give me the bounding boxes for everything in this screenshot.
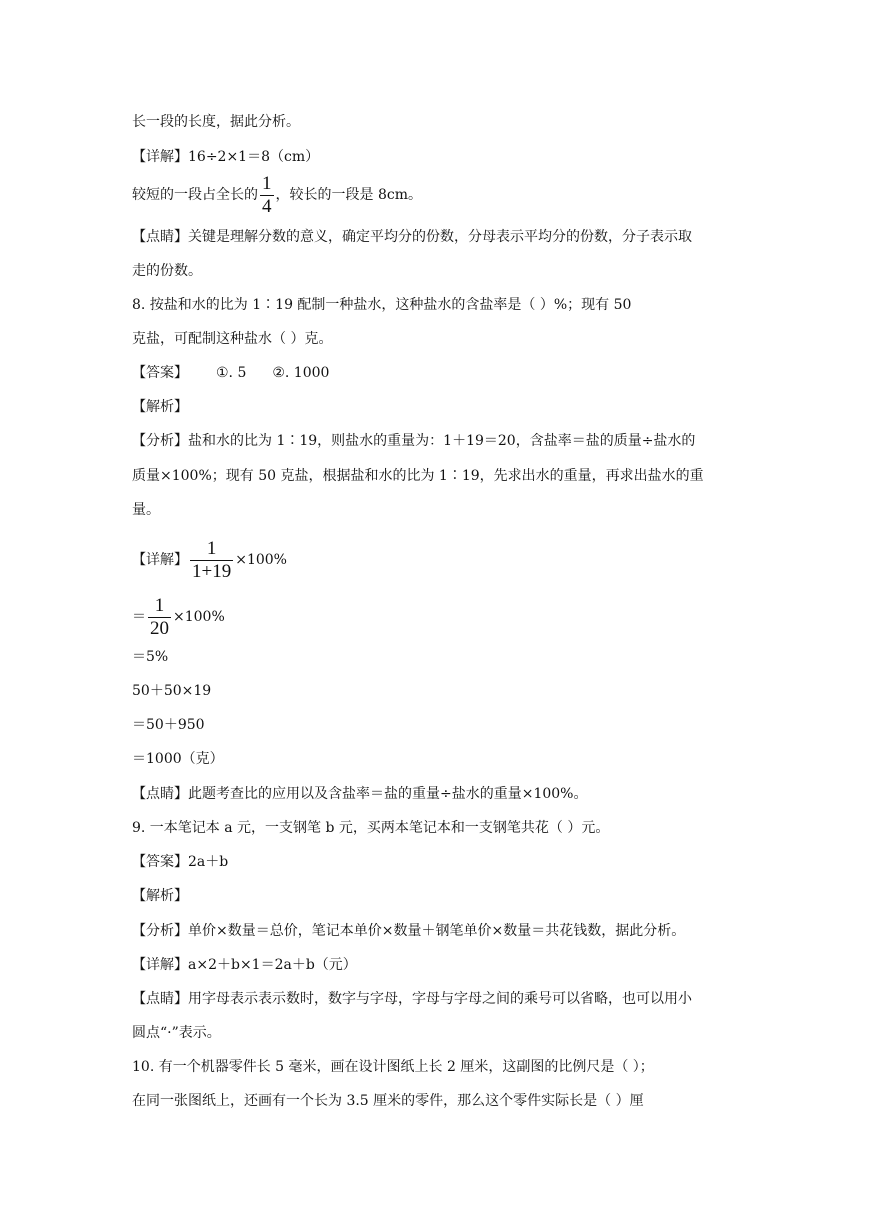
text-segment: ，较长的一段是 8cm。 [275, 187, 422, 203]
text-line: 【点睛】关键是理解分数的意义，确定平均分的份数，分母表示平均分的份数，分子表示取 [132, 229, 692, 245]
text-line: 【点睛】用字母表示表示数时，数字与字母，字母与字母之间的乘号可以省略，也可以用小 [132, 991, 692, 1007]
text-line: 质量×100%；现有 50 克盐，根据盐和水的比为 1∶19，先求出水的重量，再求出盐水的重 [132, 468, 704, 484]
question-8-line-1: 8. 按盐和水的比为 1∶19 配制一种盐水，这种盐水的含盐率是（ ）%；现有 50 [132, 297, 632, 313]
text-line: ＝1000（克） [132, 751, 224, 767]
text-segment: 【详解】 [132, 552, 188, 568]
fraction-denominator: 20 [150, 617, 169, 639]
answer-label: 【答案】 [132, 365, 188, 381]
text-segment: ×100% [173, 609, 225, 625]
text-line: 圆点“·”表示。 [132, 1025, 221, 1041]
question-9-line: 9. 一本笔记本 a 元，一支钢笔 b 元，买两本笔记本和一支钢笔共花（ ）元。 [132, 820, 610, 836]
text-line: 【分析】单价×数量＝总价，笔记本单价×数量＋钢笔单价×数量＝共花钱数，据此分析。 [132, 923, 686, 939]
text-line: 【点睛】此题考查比的应用以及含盐率＝盐的重量÷盐水的重量×100%。 [132, 786, 588, 802]
fraction [260, 173, 274, 218]
text-segment: 较短的一段占全长的 [132, 187, 258, 203]
text-line-with-fraction [132, 592, 225, 642]
text-line: 长一段的长度，据此分析。 [132, 114, 300, 130]
answer-1: ①. 5 [216, 365, 247, 381]
text-line-with-fraction [132, 172, 422, 218]
answer-line [132, 363, 329, 383]
text-line: 【详解】16÷2×1＝8（cm） [132, 149, 320, 165]
text-segment: ＝ [132, 609, 146, 625]
question-10-line-1: 10. 有一个机器零件长 5 毫米，画在设计图纸上长 2 厘米，这副图的比例尺是（ ）； [132, 1059, 654, 1075]
question-10-line-2: 在同一张图纸上，还画有一个长为 3.5 厘米的零件，那么这个零件实际长是（ ）厘 [132, 1093, 644, 1109]
text-line: ＝5% [132, 649, 169, 665]
question-8-line-2: 克盐，可配制这种盐水（ ）克。 [132, 331, 333, 347]
text-line: 量。 [132, 502, 160, 518]
text-line: ＝50＋950 [132, 717, 205, 733]
text-line: 走的份数。 [132, 263, 202, 279]
answer-line: 【答案】2a＋b [132, 854, 229, 870]
fraction [190, 538, 233, 583]
answer-2: ②. 1000 [272, 365, 330, 381]
fraction-numerator: 1 [262, 172, 272, 194]
text-line: 50＋50×19 [132, 683, 212, 699]
text-line: 【分析】盐和水的比为 1∶19，则盐水的重量为：1＋19＝20，含盐率＝盐的质量÷盐水的 [132, 433, 696, 449]
fraction-denominator: 4 [262, 195, 272, 217]
text-line: 【解析】 [132, 888, 188, 904]
text-segment: ×100% [235, 552, 287, 568]
text-line: 【详解】a×2＋b×1＝2a＋b（元） [132, 957, 357, 973]
text-line: 【解析】 [132, 399, 188, 415]
fraction-numerator: 1 [154, 594, 165, 616]
fraction-denominator: 1+19 [192, 560, 232, 582]
fraction-numerator: 1 [206, 537, 217, 559]
fraction [148, 595, 171, 640]
text-line-with-fraction [132, 535, 287, 585]
